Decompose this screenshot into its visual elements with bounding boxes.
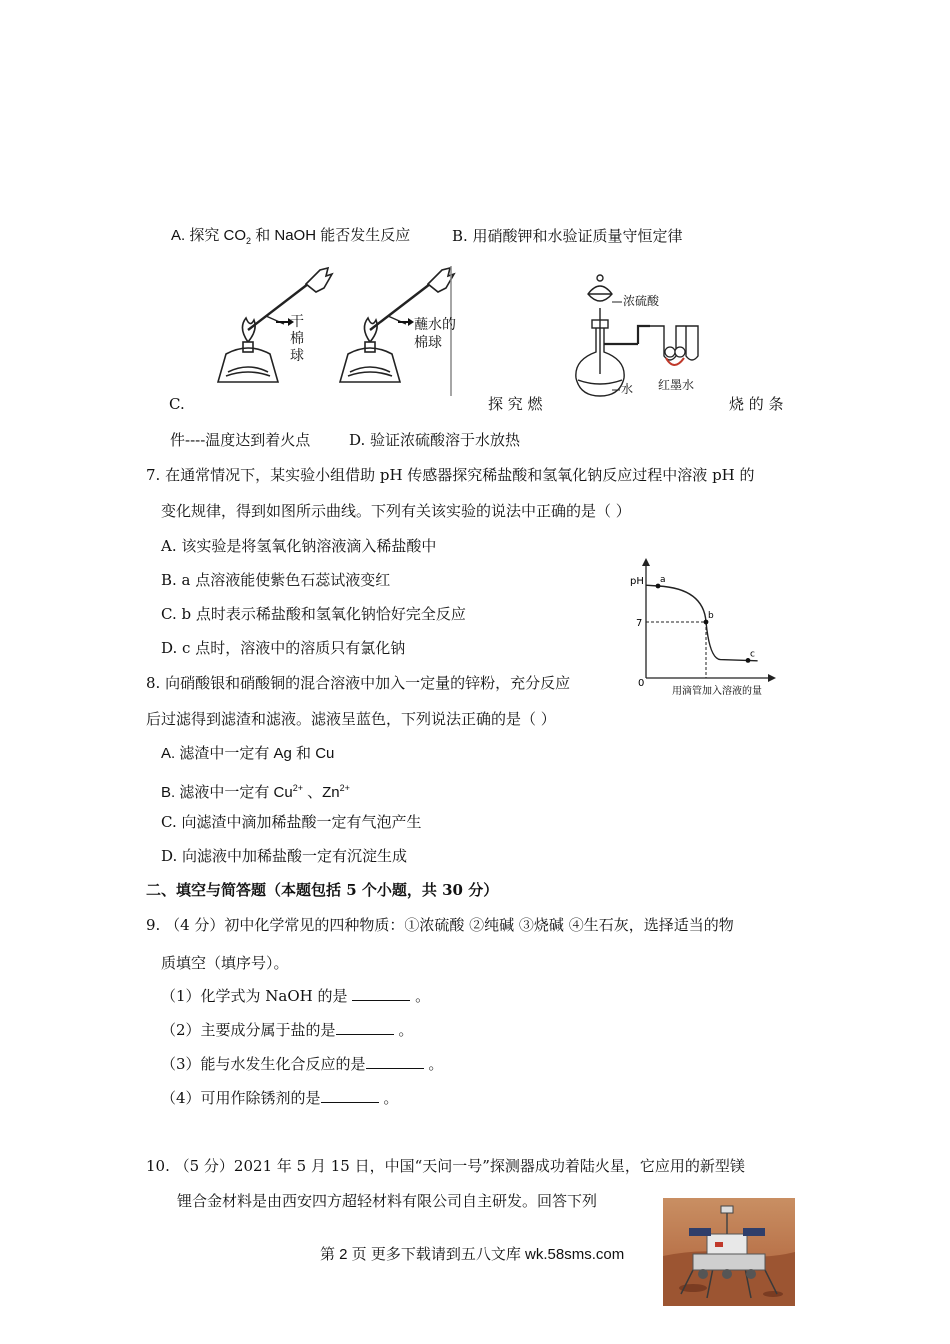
y-axis-arrow: [642, 558, 650, 566]
fig-d-label-ink: 红墨水: [658, 378, 695, 392]
q7-stem-line1: 7. 在通常情况下，某实验小组借助 pH 传感器探究稀盐酸和氢氧化钠反应过程中溶液 pH 的: [146, 466, 755, 484]
q9-sub2: （2）主要成分属于盐的是 。: [161, 1021, 414, 1039]
origin-label: 0: [638, 678, 645, 689]
mars-rover-photo: [663, 1198, 795, 1306]
q8-option-d: D. 向滤液中加稀盐酸一定有沉淀生成: [161, 847, 408, 865]
q8-option-c: C. 向滤渣中滴加稀盐酸一定有气泡产生: [161, 813, 422, 831]
q8-stem-line1: 8. 向硝酸银和硝酸铜的混合溶液中加入一定量的锌粉，充分反应: [146, 674, 571, 692]
q7-option-d: D. c 点时，溶液中的溶质只有氯化钠: [161, 639, 406, 657]
q10-stem-line1: 10. （5 分）2021 年 5 月 15 日，中国“天问一号”探测器成功着陆火星，它应用的新型镁: [146, 1157, 745, 1175]
section-heading: 二、填空与简答题（本题包括 5 个小题，共 30 分）: [146, 881, 499, 899]
q6-option-c-cont: 件----温度达到着火点: [170, 431, 311, 449]
x-axis-label: 用滴管加入溶液的量: [672, 686, 762, 697]
q8-option-a: A. 滤渣中一定有 Ag 和 Cu: [161, 745, 335, 762]
data-point-label-a: a: [660, 575, 666, 585]
q9-stem-line1: 9. （4 分）初中化学常见的四种物质：①浓硫酸 ②纯碱 ③烧碱 ④生石灰，选择适当的物: [146, 916, 734, 934]
q7-option-c: C. b 点时表示稀盐酸和氢氧化钠恰好完全反应: [161, 605, 466, 623]
q8-stem-line2: 后过滤得到滤渣和滤液。滤液呈蓝色，下列说法正确的是（ ）: [146, 710, 556, 728]
q8-option-b: B. 滤液中一定有 $Cu^{2+}$ 、$Zn^{2+}$: [161, 783, 350, 801]
q6-option-d: D. 验证浓硫酸溶于水放热: [349, 431, 521, 449]
q10-stem-line2: 锂合金材料是由西安四方超轻材料有限公司自主研发。回答下列: [177, 1192, 598, 1210]
q9-sub1: （1）化学式为 NaOH 的是 。: [161, 987, 431, 1005]
q6-option-c-mid: 探 究 燃: [488, 395, 543, 413]
answer-blank[interactable]: [366, 1054, 424, 1069]
answer-blank[interactable]: [352, 986, 410, 1001]
q9-sub4: （4）可用作除锈剂的是 。: [161, 1089, 399, 1107]
ytick-label-7: 7: [636, 618, 643, 629]
fig-c-label-wet-cotton: 蘸水的棉球: [414, 317, 456, 351]
q7-option-b: B. a 点溶液能使紫色石蕊试液变红: [161, 571, 391, 589]
q9-sub3: （3）能与水发生化合反应的是 。: [161, 1055, 444, 1073]
q6-option-c-prefix: C.: [169, 395, 185, 413]
ph-chart: [626, 556, 782, 702]
q6-option-b: B. 用硝酸钾和水验证质量守恒定律: [452, 227, 683, 245]
x-axis-arrow: [768, 674, 776, 682]
y-axis-label: pH: [630, 576, 644, 587]
data-point-label-c: c: [750, 649, 755, 660]
q6-option-a: A. 探究 $CO_2$ 和 NaOH 能否发生反应: [171, 227, 411, 246]
fig-c-label-dry-cotton: 干棉球: [290, 314, 304, 364]
fig-d-label-acid: 浓硫酸: [623, 294, 660, 308]
q7-option-a: A. 该实验是将氢氧化钠溶液滴入稀盐酸中: [161, 537, 437, 555]
data-point-label-b: b: [708, 611, 714, 621]
fig-d-label-water: 水: [621, 382, 634, 396]
answer-blank[interactable]: [321, 1088, 379, 1103]
q9-stem-line2: 质填空（填序号）。: [161, 954, 289, 972]
answer-blank[interactable]: [336, 1020, 394, 1035]
page-footer: 第 2 页 更多下载请到五八文库 wk.58sms.com: [320, 1246, 625, 1263]
ph-curve: [646, 585, 758, 661]
q6-option-c-tail: 烧 的 条: [729, 395, 784, 413]
q7-stem-line2: 变化规律，得到如图所示曲线。下列有关该实验的说法中正确的是（ ）: [161, 502, 631, 520]
